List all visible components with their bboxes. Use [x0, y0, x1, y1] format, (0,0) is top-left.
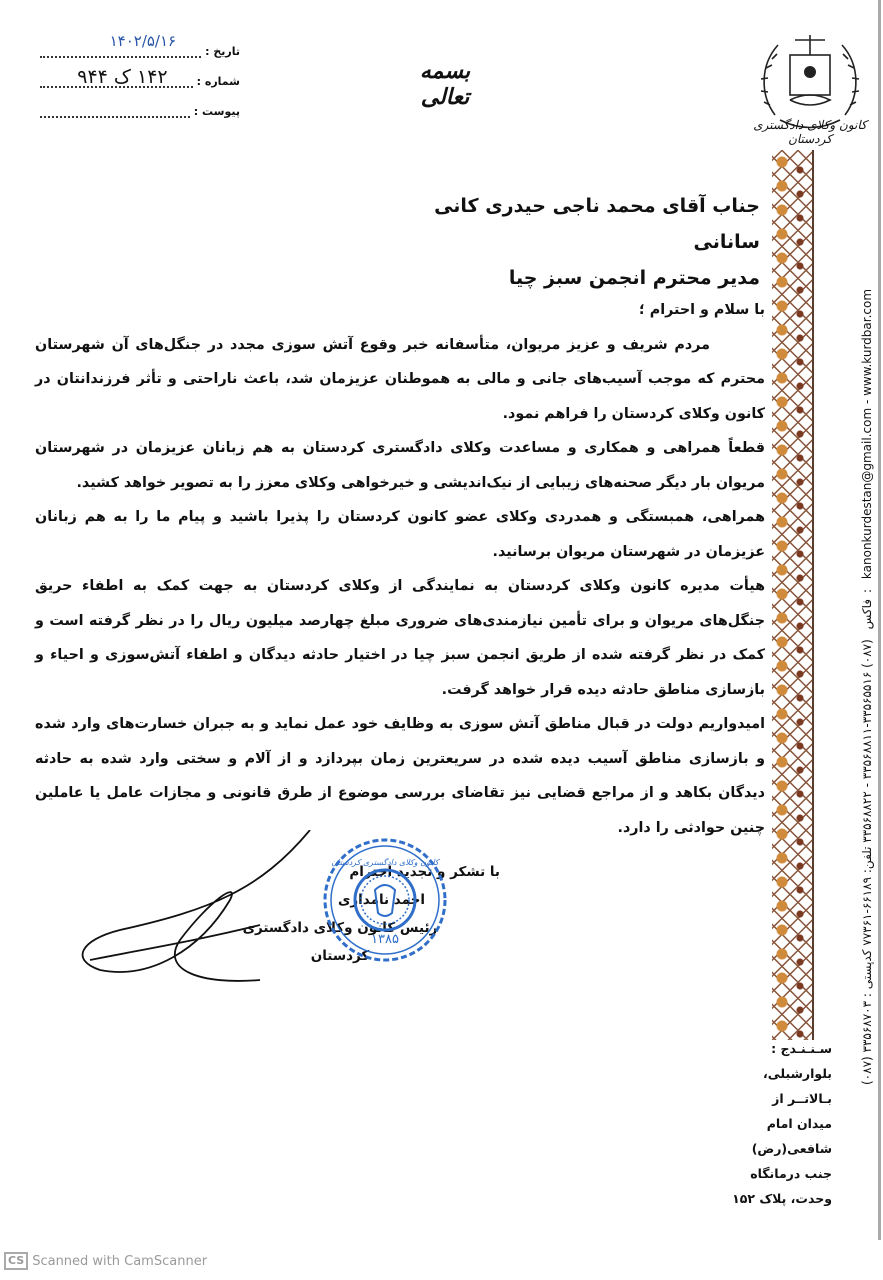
number-value: ۱۴۲ ک ۹۴۴: [77, 66, 168, 88]
number-row: [40, 58, 240, 88]
seal-text: کانون وکلای دادگستری کردستان: [331, 858, 439, 867]
body-paragraph: مردم شریف و عزیز مریوان، متأسفانه خبر وقوع آتش سوزی مجدد در جنگل‌های آن شهرستان محترم که موجب آسیب‌های جانی و مالی به هموطنان عزیزمان شد، باعث ناراحتی و تأثر فرزندانتان در کانون وکلای کردستان را فراهم نمود.: [35, 336, 765, 422]
body-paragraph: هیأت مدیره کانون وکلای کردستان به نمایندگی از وکلای کردستان به جهت کمک به اطفاء حریق جنگل‌های مریوان و برای تأمین نیازمندی‌های ضروری مبلغ چهارصد میلیون ریال را در نظر گرفته است و کمک در نظر گرفته شده از طریق انجمن سبز چیا در اختیار حادثه دیدگان و اطفاء آتش‌سوزی و احیاء و بازسازی مناطق حادثه دیده قرار خواهد گرفت.: [35, 578, 765, 698]
attachment-label: پیوست :: [193, 105, 240, 118]
signoff-closing: با تشکر و تجدید احترام: [349, 864, 500, 880]
address-line: سـنـنـدج :: [771, 1041, 832, 1056]
date-line: [40, 32, 201, 58]
address-line: وحدت، پلاک ۱۵۲: [732, 1191, 832, 1206]
scanner-watermark: [4, 1252, 207, 1270]
decorative-border: [772, 150, 812, 1040]
letter-meta: [40, 28, 240, 118]
contact-phone: (۰۸۷) ۳۳۵۶۵۵۱۶-۳۳۵۶۸۸۱۱ - ۳۳۵۶۸۸۲۲ تلفن:: [860, 639, 874, 874]
body-paragraph: همراهی، همبستگی و همدردی وکلای عضو کانون کردستان را پذیرا باشید و پیام ما را به هم زبانان عزیزمان در شهرستان مریوان برسانید.: [35, 509, 765, 560]
camscanner-icon: CS: [4, 1252, 28, 1270]
recipient-name: جناب آقای محمد ناجی حیدری کانی سانانی: [434, 195, 760, 253]
attachment-line: [40, 102, 190, 118]
address-line: بلوارشبلی،: [762, 1066, 832, 1081]
recipient-block: [380, 188, 760, 296]
body-paragraph: امیدواریم دولت در قبال مناطق آتش سوزی به وظایف خود عمل نماید و به جبران خسارت‌های وارد شده و بازسازی مناطق آسیب دیده شده در سریعترین زمان بپردازد و از آلام و سختی وارد شده به حادثه دیدگان بکاهد و از مراجع قضایی نیز تقاضای بررسی موضوع از طرق قانونی و مجازات عامل یا عاملین چنین حوادثی را دارد.: [35, 716, 765, 836]
contact-info-vertical: [860, 283, 874, 1085]
signer-title: رئیس کانون وکلای دادگستری کردستان: [242, 920, 438, 964]
signer-name: احمد نامداری: [338, 892, 425, 908]
logo-caption: کانون وکلای دادگستری کردستان: [753, 118, 867, 146]
seal-year: ۱۳۸۵: [371, 932, 399, 947]
date-row: [40, 28, 240, 58]
contact-fax: (۰۸۷) ۳۳۵۶۸۷۰۳ : فاکس: [860, 598, 874, 1085]
address-line: بـالاتــر از: [772, 1091, 832, 1106]
address-line: شافعی(رض): [751, 1141, 832, 1156]
recipient-title: مدیر محترم انجمن سبز چیا: [508, 267, 760, 289]
contact-postal: ۶۶۱۸۹-۷۷۳۶۱ کدپستی:: [860, 588, 874, 990]
address-block: [732, 1036, 832, 1211]
address-line: میدان امام: [766, 1116, 832, 1131]
attachment-row: [40, 88, 240, 118]
date-value: ۱۴۰۲/۵/۱۶: [109, 32, 177, 50]
border-divider: [812, 150, 814, 1040]
date-label: تاریخ :: [205, 45, 240, 58]
greeting: با سلام و احترام ؛: [639, 302, 765, 318]
contact-email-web: kanonkurdestan@gmail.com - www.kurdbar.com: [860, 288, 874, 580]
letter-body: [35, 293, 765, 845]
number-label: شماره :: [196, 75, 240, 88]
address-line: جنب درمانگاه: [750, 1166, 832, 1181]
page-edge: [878, 0, 881, 1240]
scanner-text: Scanned with CamScanner: [32, 1253, 208, 1269]
official-seal: [320, 835, 450, 965]
bismillah-heading: بسمه تعالی: [419, 58, 471, 110]
number-line: [40, 66, 193, 88]
body-paragraph: قطعاً همراهی و همکاری و مساعدت وکلای دادگستری کردستان به هم زبانان عزیزمان در شهرستان مریوان بار دیگر صحنه‌های زیبایی از نیک‌اندیشی و خیرخواهی وکلای معزز را به تصویر خواهد کشید.: [35, 440, 765, 491]
